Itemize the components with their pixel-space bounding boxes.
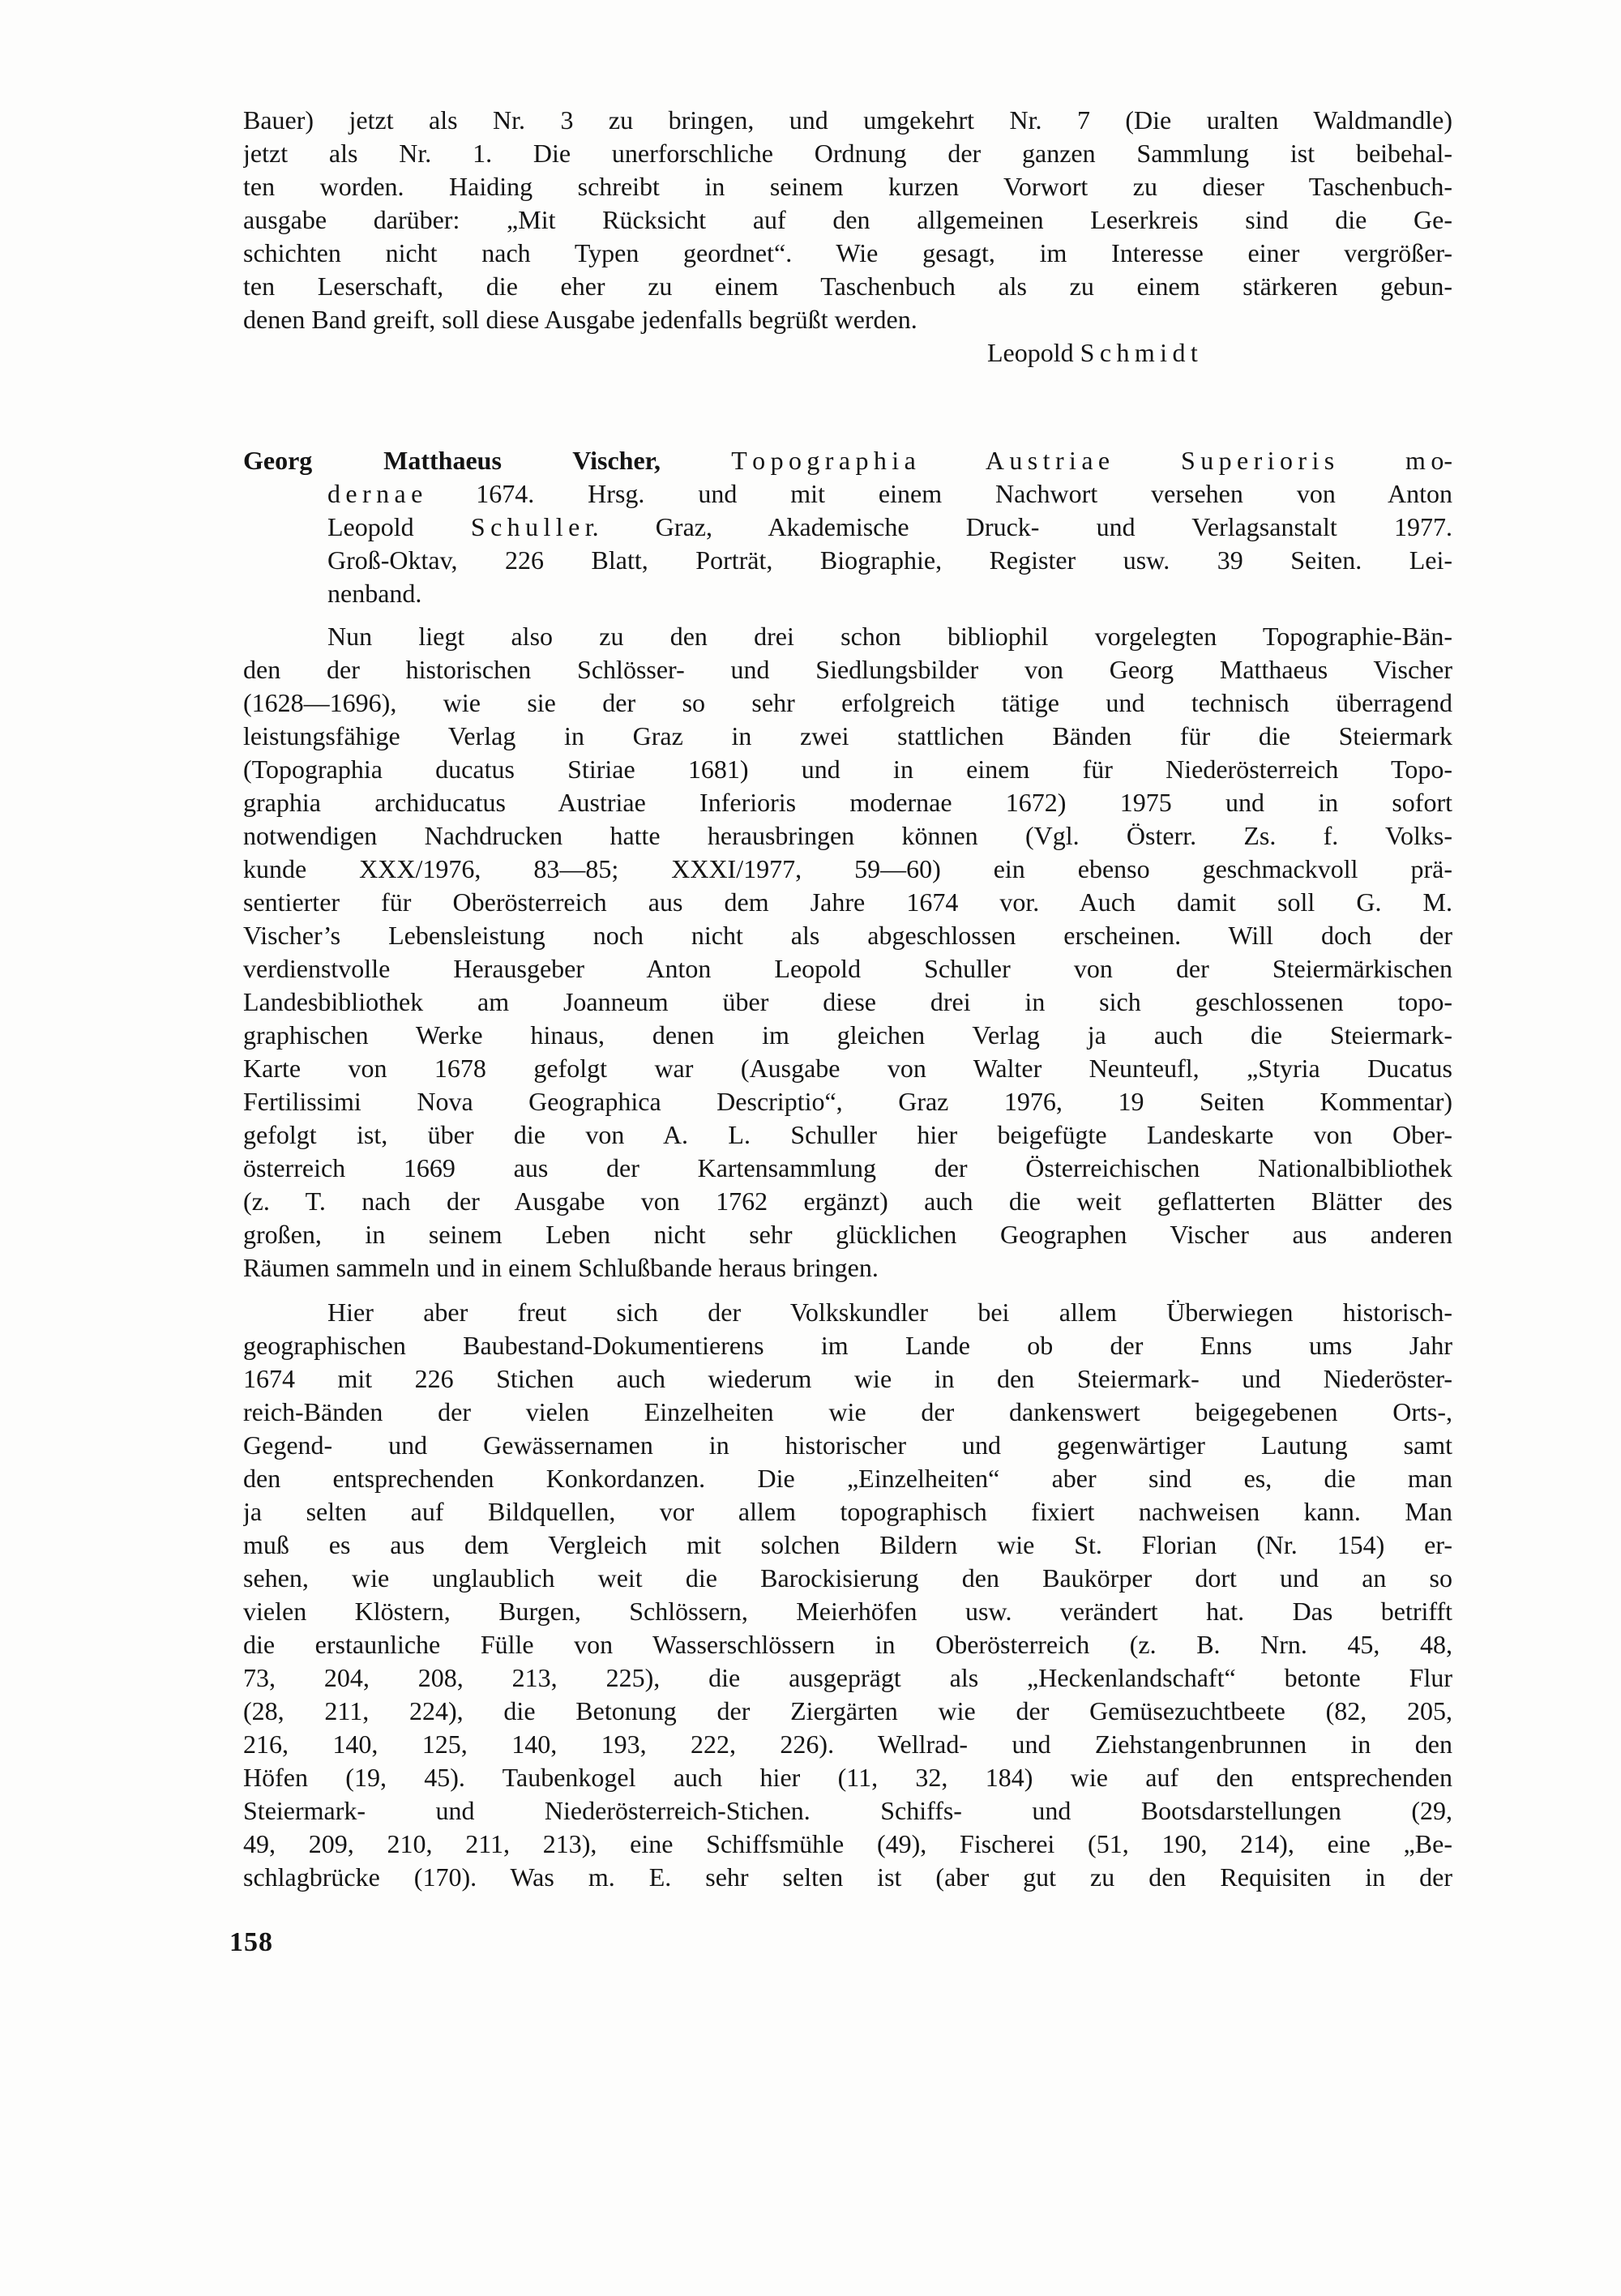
text-line: Karte von 1678 gefolgt war (Ausgabe von Walter Neunteufl, „Styria Ducatus	[243, 1054, 1452, 1083]
text-line: sehen, wie unglaublich weit die Barockisierung den Baukörper dort und an so	[243, 1563, 1452, 1593]
text-line: Leopold S c h u l l e r. Graz, Akademische Druck- und Verlagsanstalt 1977.	[327, 512, 1452, 541]
text-line: ja selten auf Bildquellen, vor allem topographisch fixiert nachweisen kann. Man	[243, 1497, 1452, 1526]
text-line: Höfen (19, 45). Taubenkogel auch hier (11, 32, 184) wie auf den entsprechenden	[243, 1763, 1452, 1792]
text-line: den der historischen Schlösser- und Siedlungsbilder von Georg Matthaeus Vischer	[243, 655, 1452, 684]
review-citation-continuation	[243, 477, 1452, 610]
text-line: (z. T. nach der Ausgabe von 1762 ergänzt) auch die weit geflatterten Blätter des	[243, 1186, 1452, 1216]
text-line: den entsprechenden Konkordanzen. Die „Einzelheiten“ aber sind es, die man	[243, 1464, 1452, 1493]
review-title: T o p o g r a p h i a A u s t r i a e S u p e r i o r i s m o-	[731, 446, 1452, 475]
review-paragraph-1	[243, 620, 1452, 1285]
text-line: schlagbrücke (170). Was m. E. sehr selten ist (aber gut zu den Requisiten in der	[243, 1862, 1452, 1892]
text-line: Landesbibliothek am Joanneum über diese drei in sich geschlossenen topo-	[243, 987, 1452, 1016]
text-line: großen, in seinem Leben nicht sehr glücklichen Geographen Vischer aus anderen	[243, 1220, 1452, 1249]
text-line: geographischen Baubestand-Dokumentierens im Lande ob der Enns ums Jahr	[243, 1331, 1452, 1360]
text-column	[243, 104, 1452, 1894]
text-line: Gegend- und Gewässernamen in historischer und gegenwärtiger Lautung samt	[243, 1430, 1452, 1460]
text-line: jetzt als Nr. 1. Die unerforschliche Ordnung der ganzen Sammlung ist beibehal-	[243, 139, 1452, 168]
text-line: denen Band greift, soll diese Ausgabe jedenfalls begrüßt werden.	[243, 305, 917, 334]
text-line: Steiermark- und Niederösterreich-Stichen. Schiffs- und Bootsdarstellungen (29,	[243, 1796, 1452, 1825]
text-line: leistungsfähige Verlag in Graz in zwei stattlichen Bänden für die Steiermark	[243, 721, 1452, 750]
text-line: Vischer’s Lebensleistung noch nicht als abgeschlossen erscheinen. Will doch der	[243, 921, 1452, 950]
text-line: d e r n a e 1674. Hrsg. und mit einem Nachwort versehen von Anton	[327, 479, 1452, 508]
text-line: die erstaunliche Fülle von Wasserschlössern in Oberösterreich (z. B. Nrn. 45, 48,	[243, 1630, 1452, 1659]
text-line: (1628—1696), wie sie der so sehr erfolgreich tätige und technisch überragend	[243, 688, 1452, 717]
text-line: ausgabe darüber: „Mit Rücksicht auf den allgemeinen Leserkreis sind die Ge-	[243, 205, 1452, 234]
text-line: schichten nicht nach Typen geordnet“. Wie gesagt, im Interesse einer vergrößer-	[243, 238, 1452, 267]
text-line: Bauer) jetzt als Nr. 3 zu bringen, und umgekehrt Nr. 7 (Die uralten Waldmandle)	[243, 105, 1452, 135]
review-citation-first-line	[243, 444, 1452, 477]
text-line: vielen Klöstern, Burgen, Schlössern, Meierhöfen usw. verändert hat. Das betrifft	[243, 1597, 1452, 1626]
text-line: muß es aus dem Vergleich mit solchen Bildern wie St. Florian (Nr. 154) er-	[243, 1530, 1452, 1559]
text-line: graphia archiducatus Austriae Inferioris modernae 1672) 1975 und in sofort	[243, 788, 1452, 817]
text-line: Groß-Oktav, 226 Blatt, Porträt, Biographie, Register usw. 39 Seiten. Lei-	[327, 545, 1452, 575]
text-line: Nun liegt also zu den drei schon bibliophil vorgelegten Topographie-Bän-	[327, 622, 1452, 651]
text-line: verdienstvolle Herausgeber Anton Leopold Schuller von der Steiermärkischen	[243, 954, 1452, 983]
text-line: reich-Bänden der vielen Einzelheiten wie der dankenswert beigegebenen Orts-,	[243, 1397, 1452, 1426]
review-paragraph-2	[243, 1296, 1452, 1894]
text-line: 73, 204, 208, 213, 225), die ausgeprägt als „Heckenlandschaft“ betonte Flur	[243, 1663, 1452, 1692]
reviewer-signature: Leopold S c h m i d t	[987, 338, 1198, 367]
text-line: Räumen sammeln und in einem Schlußbande heraus bringen.	[243, 1253, 879, 1282]
page-number: 158	[229, 1927, 273, 1957]
text-line: 1674 mit 226 Stichen auch wiederum wie in den Steiermark- und Niederöster-	[243, 1364, 1452, 1393]
text-line: ten Leserschaft, die eher zu einem Taschenbuch als zu einem stärkeren gebun-	[243, 272, 1452, 301]
text-line: Fertilissimi Nova Geographica Descriptio“, Graz 1976, 19 Seiten Kommentar)	[243, 1087, 1452, 1116]
text-line: sentierter für Oberösterreich aus dem Jahre 1674 vor. Auch damit soll G. M.	[243, 887, 1452, 917]
review-citation	[243, 444, 1452, 610]
text-line: kunde XXX/1976, 83—85; XXXI/1977, 59—60) ein ebenso geschmackvoll prä-	[243, 854, 1452, 883]
text-line: Hier aber freut sich der Volkskundler bei allem Überwiegen historisch-	[327, 1298, 1452, 1327]
text-line: (Topographia ducatus Stiriae 1681) und in einem für Niederösterreich Topo-	[243, 755, 1452, 784]
text-line: 49, 209, 210, 211, 213), eine Schiffsmühle (49), Fischerei (51, 190, 214), eine „Be-	[243, 1829, 1452, 1858]
text-line: notwendigen Nachdrucken hatte herausbringen können (Vgl. Österr. Zs. f. Volks-	[243, 821, 1452, 850]
text-line: 216, 140, 125, 140, 193, 222, 226). Wellrad- und Ziehstangenbrunnen in den	[243, 1729, 1452, 1759]
text-line: (28, 211, 224), die Betonung der Ziergärten wie der Gemüsezuchtbeete (82, 205,	[243, 1696, 1452, 1725]
review-author: Georg Matthaeus Vischer,	[243, 446, 661, 475]
text-line: österreich 1669 aus der Kartensammlung der Österreichischen Nationalbibliothek	[243, 1153, 1452, 1182]
text-line: gefolgt ist, über die von A. L. Schuller hier beigefügte Landeskarte von Ober-	[243, 1120, 1452, 1149]
intro-paragraph	[243, 104, 1452, 336]
text-line: graphischen Werke hinaus, denen im gleichen Verlag ja auch die Steiermark-	[243, 1020, 1452, 1050]
text-line: ten worden. Haiding schreibt in seinem kurzen Vorwort zu dieser Taschenbuch-	[243, 172, 1452, 201]
text-line: nenband.	[327, 579, 422, 608]
